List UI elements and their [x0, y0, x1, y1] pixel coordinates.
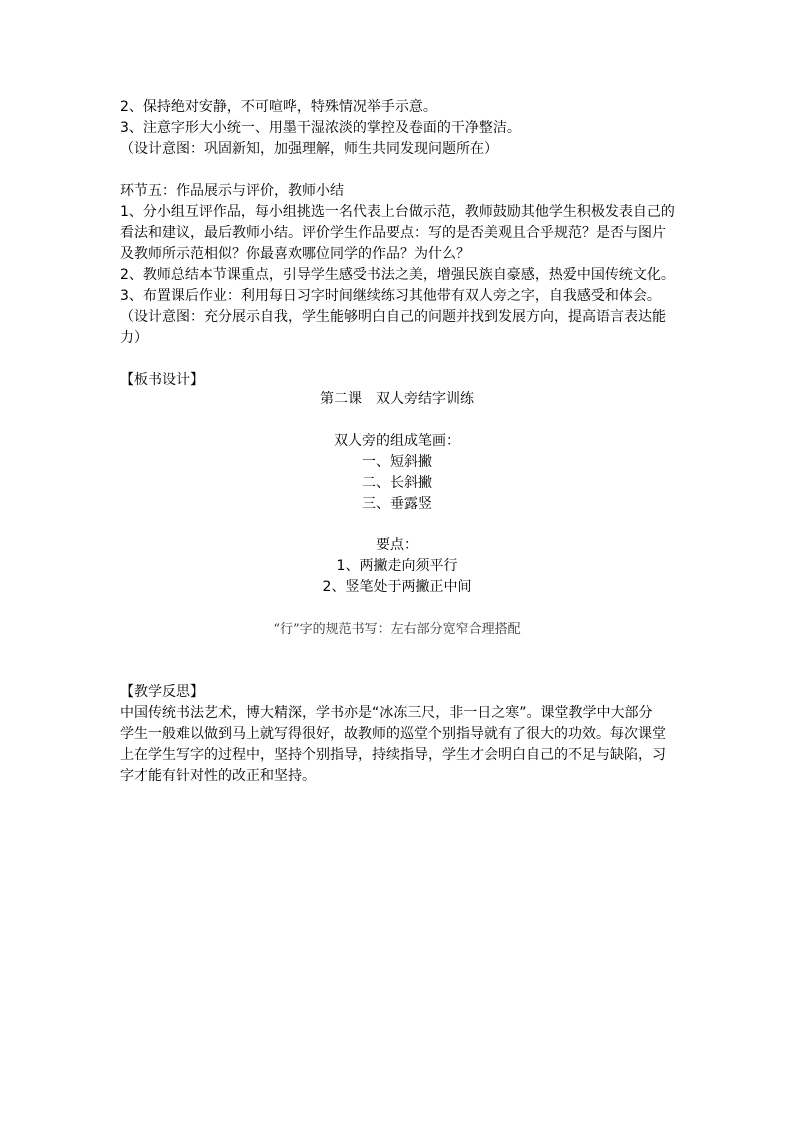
design-intent-note: （设计意图：巩固新知，加强理解，师生共同发现问题所在） — [120, 141, 498, 157]
reflection-line: 中国传统书法艺术，博大精深，学书亦是“冰冻三尺，非一日之寒”。课堂教学中大部分 — [120, 705, 653, 721]
section-five-line: 看法和建议，最后教师小结。评价学生作品要点：写的是否美观且合乎规范？是否与图片 — [120, 225, 666, 241]
point-item: 2、竖笔处于两撇正中间 — [322, 579, 472, 595]
lesson-title: 第二课 双人旁结字训练 — [320, 391, 474, 407]
character-note: “行”字的规范书写：左右部分宽窄合理搭配 — [273, 622, 521, 637]
board-design-heading: 【板书设计】 — [120, 372, 204, 388]
section-five-line: 力） — [120, 330, 148, 346]
reflection-heading: 【教学反思】 — [120, 684, 204, 700]
reflection-line: 学生一般难以做到马上就写得很好，故教师的巡堂个别指导就有了很大的功效。每次课堂 — [120, 726, 666, 742]
section-five-line: 2、教师总结本节课重点，引导学生感受书法之美，增强民族自豪感，热爱中国传统文化。 — [120, 267, 675, 283]
stroke-item: 一、短斜撇 — [362, 454, 432, 470]
section-five-line: 3、布置课后作业：利用每日习字时间继续练习其他带有双人旁之字，自我感受和体会。 — [120, 288, 661, 304]
section-five-line: 及教师所示范相似？你最喜欢哪位同学的作品？为什么？ — [120, 246, 470, 262]
stroke-item: 二、长斜撇 — [362, 475, 432, 491]
reflection-line: 字才能有针对性的改正和坚持。 — [120, 768, 316, 784]
stroke-item: 三、垂露竖 — [362, 496, 432, 512]
point-item: 1、两撇走向须平行 — [336, 558, 458, 574]
reflection-line: 上在学生写字的过程中，坚持个别指导，持续指导，学生才会明白自己的不足与缺陷，习 — [120, 747, 666, 763]
points-title: 要点： — [376, 537, 418, 553]
rule-item-3: 3、注意字形大小统一、用墨干湿浓淡的掌控及卷面的干净整洁。 — [120, 120, 521, 136]
section-five-title: 环节五：作品展示与评价，教师小结 — [120, 183, 344, 199]
strokes-title: 双人旁的组成笔画： — [334, 433, 460, 449]
rule-item-2: 2、保持绝对安静，不可喧哗，特殊情况举手示意。 — [120, 99, 437, 115]
section-five-line: （设计意图：充分展示自我，学生能够明白自己的问题并找到发展方向，提高语言表达能 — [120, 309, 666, 325]
section-five-line: 1、分小组互评作品，每小组挑选一名代表上台做示范，教师鼓励其他学生积极发表自己的 — [120, 204, 675, 220]
